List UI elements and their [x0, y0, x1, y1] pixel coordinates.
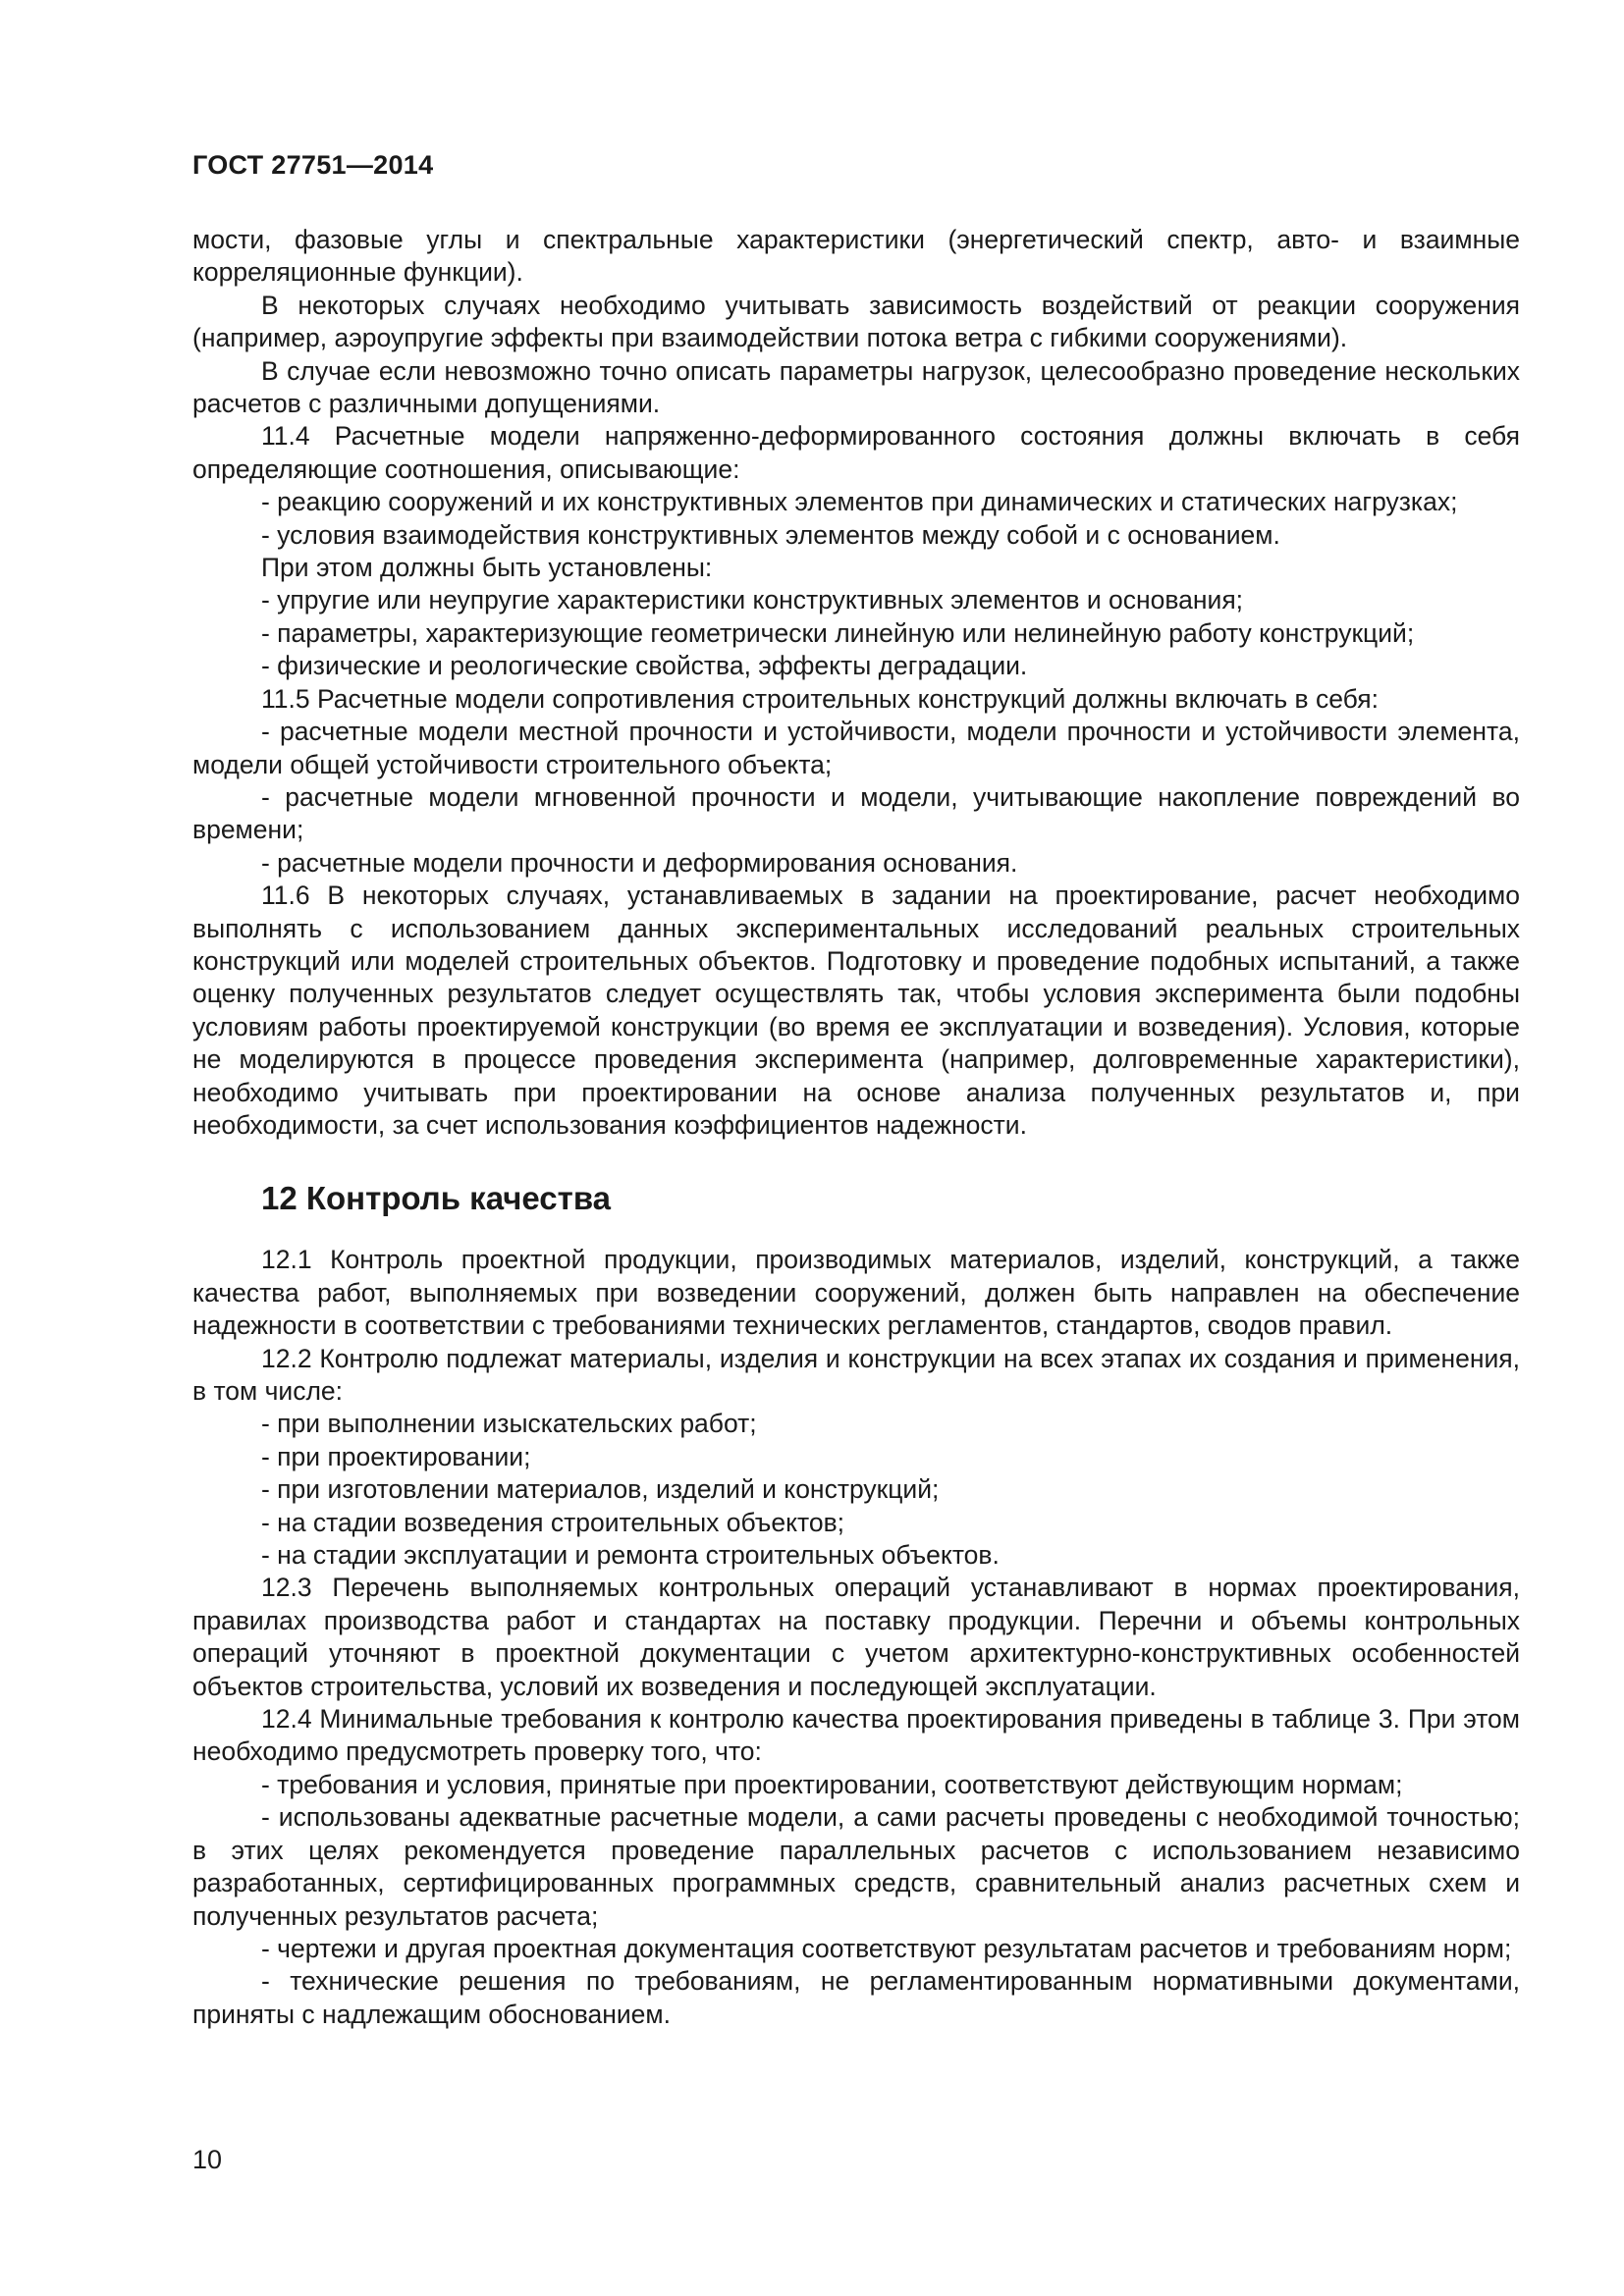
- list-item: - требования и условия, принятые при проектировании, соответствуют действующим нормам;: [261, 1769, 1403, 1799]
- page-number: 10: [192, 2145, 223, 2174]
- list-item: - при проектировании;: [261, 1441, 531, 1471]
- clause-11-4: 11.4 Расчетные модели напряженно-деформированного состояния должны включать в себя определяющие соотношения, описывающие:: [192, 421, 1520, 484]
- clause-12-2: 12.2 Контролю подлежат материалы, изделия и конструкции на всех этапах их создания и применения, в том числе:: [192, 1343, 1520, 1406]
- clause-12-4: 12.4 Минимальные требования к контролю качества проектирования приведены в таблице 3. При этом необходимо предусмотреть проверку того, что:: [192, 1704, 1520, 1767]
- paragraph: При этом должны быть установлены:: [261, 553, 713, 583]
- list-item: - расчетные модели мгновенной прочности и модели, учитывающие накопление повреждений во времени;: [192, 781, 1520, 845]
- clause-12-3: 12.3 Перечень выполняемых контрольных операций устанавливают в нормах проектирования, правилах производства работ и стандартах на поставку продукции. Перечни и объемы контрольных операций уточняют в проектной документации с учетом архитектурно-конструктивных особенностей объектов строительства, условий их возведения и последующей эксплуатации.: [192, 1573, 1520, 1701]
- list-item: - параметры, характеризующие геометрически линейную или нелинейную работу конструкций;: [261, 617, 1415, 648]
- list-item: - технические решения по требованиям, не регламентированным нормативными документами, приняты с надлежащим обоснованием.: [192, 1966, 1520, 2029]
- list-item: - на стадии эксплуатации и ремонта строительных объектов.: [261, 1540, 1000, 1571]
- list-item: - реакцию сооружений и их конструктивных элементов при динамических и статических нагрузках;: [261, 487, 1458, 517]
- clause-12-1: 12.1 Контроль проектной продукции, производимых материалов, изделий, конструкций, а также качества работ, выполняемых при возведении сооружений, должен быть направлен на обеспечение надежности в соответствии с требованиями технических регламентов, стандартов, сводов правил.: [192, 1245, 1520, 1341]
- list-item: - физические и реологические свойства, эффекты деградации.: [261, 651, 1028, 681]
- paragraph: В некоторых случаях необходимо учитывать зависимость воздействий от реакции сооружения (например, аэроупругие эффекты при взаимодействии потока ветра с гибкими сооружениями).: [192, 290, 1520, 353]
- clause-11-6: 11.6 В некоторых случаях, устанавливаемых в задании на проектирование, расчет необходимо выполнять с использованием данных экспериментальных исследований реальных строительных конструкций или моделей строительных объектов. Подготовку и проведение подобных испытаний, а также оценку полученных результатов следует осуществлять так, чтобы условия эксперимента были подобны условиям работы проектируемой конструкции (во время ее эксплуатации и возведения). Условия, которые не моделируются в процессе проведения эксперимента (например, долговременные характеристики), необходимо учитывать при проектировании на основе анализа полученных результатов и, при необходимости, за счет использования коэффициентов надежности.: [192, 881, 1520, 1140]
- paragraph: В случае если невозможно точно описать параметры нагрузок, целесообразно проведение нескольких расчетов с различными допущениями.: [192, 355, 1520, 419]
- document-body: [192, 224, 1520, 2031]
- section-12-title: 12 Контроль качества: [261, 1180, 612, 1217]
- list-item: - расчетные модели местной прочности и устойчивости, модели прочности и устойчивости элемента, модели общей устойчивости строительного объекта;: [192, 717, 1520, 779]
- list-item: - при выполнении изыскательских работ;: [261, 1409, 757, 1439]
- list-item: - упругие или неупругие характеристики конструктивных элементов и основания;: [261, 585, 1244, 615]
- list-item: - использованы адекватные расчетные модели, а сами расчеты проведены с необходимой точностью; в этих целях рекомендуется проведение параллельных расчетов с использованием независимо разработанных, сертифицированных программных средств, сравнительный анализ расчетных схем и полученных результатов расчета;: [192, 1802, 1520, 1931]
- document-header-code: ГОСТ 27751—2014: [192, 150, 434, 180]
- list-item: - на стадии возведения строительных объектов;: [261, 1507, 845, 1537]
- list-item: - расчетные модели прочности и деформирования основания.: [261, 847, 1018, 878]
- list-item: - при изготовлении материалов, изделий и конструкций;: [261, 1474, 940, 1505]
- list-item: - чертежи и другая проектная документация соответствуют результатам расчетов и требованиям норм;: [261, 1933, 1512, 1963]
- list-item: - условия взаимодействия конструктивных элементов между собой и с основанием.: [261, 519, 1280, 550]
- paragraph: мости, фазовые углы и спектральные характеристики (энергетический спектр, авто- и взаимные корреляционные функции).: [192, 225, 1520, 288]
- clause-11-5: 11.5 Расчетные модели сопротивления строительных конструкций должны включать в себя:: [261, 683, 1379, 714]
